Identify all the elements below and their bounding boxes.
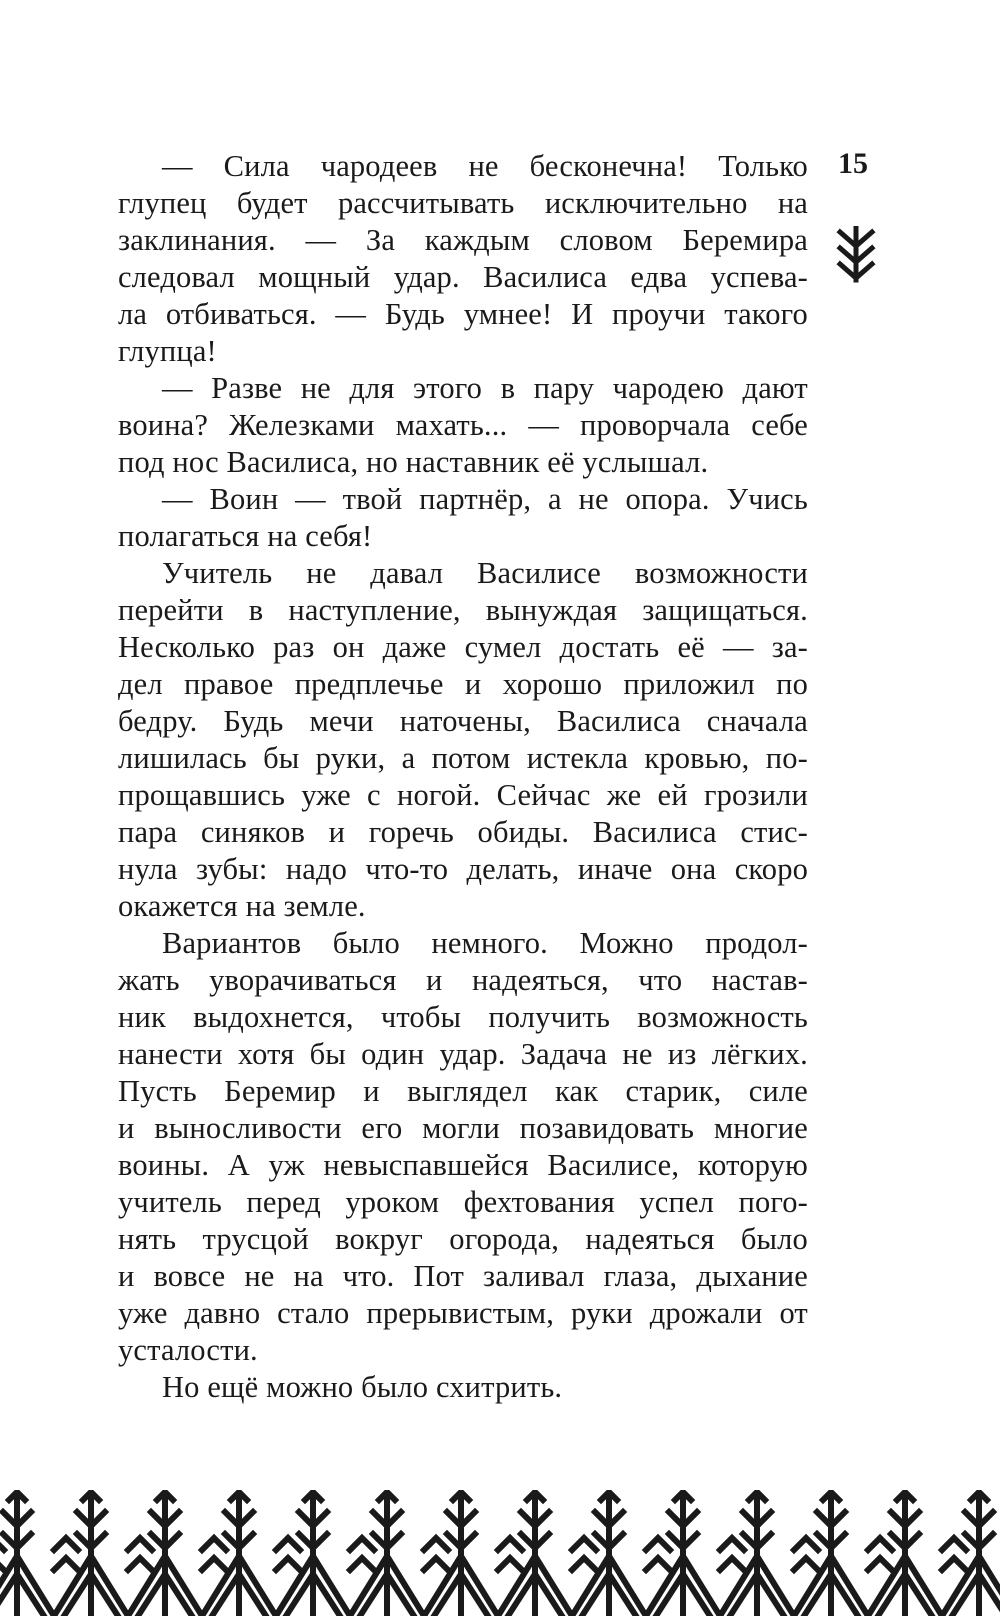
text-line: нять трусцой вокруг огорода, надеяться было (118, 1222, 808, 1256)
text-line: нанести хотя бы один удар. Задача не из лёгких. (118, 1037, 808, 1071)
text-line: воина? Железками махать... — проворчала себе (118, 408, 808, 442)
text-line: нула зубы: надо что-то делать, иначе она скоро (118, 852, 808, 886)
text-line: бедру. Будь мечи наточены, Василиса сначала (118, 704, 808, 738)
text-line: уже давно стало прерывистым, руки дрожали от (118, 1296, 808, 1330)
text-line: Несколько раз он даже сумел достать её — за- (118, 630, 808, 664)
text-line: заклинания. — За каждым словом Беремира (118, 223, 808, 257)
text-line: Вариантов было немного. Можно продол- (162, 926, 808, 960)
text-line: жать уворачиваться и надеяться, что настав- (118, 963, 808, 997)
text-line: перейти в наступление, вынуждая защищаться. (118, 593, 808, 627)
text-line: полагаться на себя! (118, 519, 373, 553)
text-line: — Сила чародеев не бесконечна! Только (162, 149, 808, 183)
text-line: следовал мощный удар. Василиса едва успева- (118, 260, 808, 294)
text-line: Пусть Беремир и выглядел как старик, силе (118, 1074, 808, 1108)
text-line: — Разве не для этого в пару чародею дают (162, 371, 808, 405)
text-line: под нос Василиса, но наставник её услышал. (118, 445, 709, 479)
text-line: Но ещё можно было схитрить. (162, 1370, 563, 1404)
text-line: и выносливости его могли позавидовать многие (118, 1111, 808, 1145)
text-line: глупец будет рассчитывать исключительно на (118, 186, 808, 220)
text-line: усталости. (118, 1333, 258, 1367)
text-line: Учитель не давал Василисе возможности (162, 556, 808, 590)
text-line: учитель перед уроком фехтования успел пого- (118, 1185, 808, 1219)
text-line: глупца! (118, 334, 217, 368)
text-line: лишилась бы руки, а потом истекла кровью, по- (118, 741, 808, 775)
text-line: дел правое предплечье и хорошо приложил по (118, 667, 808, 701)
text-line: окажется на земле. (118, 889, 366, 923)
text-line: ник выдохнется, чтобы получить возможность (118, 1000, 808, 1034)
text-line: и вовсе не на что. Пот заливал глаза, дыхание (118, 1259, 808, 1293)
page-number: 15 (838, 147, 868, 180)
body-text (118, 148, 808, 1406)
text-line: ла отбиваться. — Будь умнее! И проучи такого (118, 297, 808, 331)
text-line: пара синяков и горечь обиды. Василиса стис- (118, 815, 808, 849)
text-line: воины. А уж невыспавшейся Василисе, которую (118, 1148, 808, 1182)
text-line: — Воин — твой партнёр, а не опора. Учись (162, 482, 808, 516)
folk-pattern-border (0, 1490, 1000, 1616)
text-line: прощавшись уже с ногой. Сейчас же ей грозили (118, 778, 808, 812)
folk-ornament-icon (832, 226, 880, 284)
